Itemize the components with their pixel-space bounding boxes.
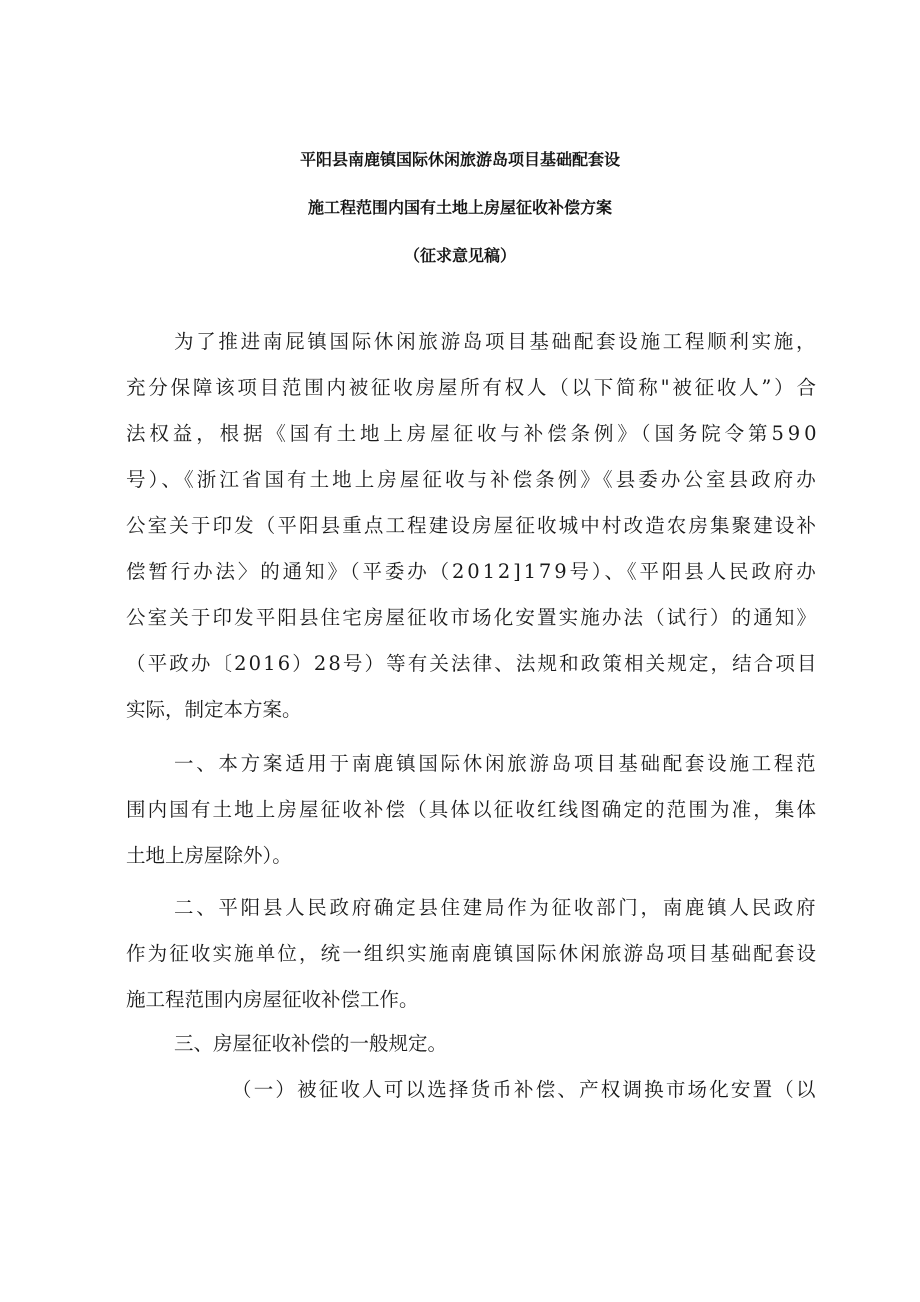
preamble-line: 法权益，根据《国有土地上房屋征收与补偿条例》（国务院令第590 xyxy=(126,422,821,445)
section-2-line: 施工程范围内房屋征收补偿工作。 xyxy=(126,988,419,1011)
document-title-line-2: 施工程范围内国有土地上房屋征收补偿方案 xyxy=(307,198,612,217)
preamble-line: 为了推进南屁镇国际休闲旅游岛项目基础配套设施工程顺利实施， xyxy=(174,330,819,353)
preamble-line: 充分保障该项目范围内被征收房屋所有权人（以下简称"被征收人”）合 xyxy=(126,376,819,399)
section-2-line: 二、平阳县人民政府确定县住建局作为征收部门，南鹿镇人民政府 xyxy=(174,896,819,919)
preamble-line: 偿暂行办法〉的通知》（平委办（2012]179号）、《平阳县人民政府办 xyxy=(126,560,819,583)
section-1-line: 一、本方案适用于南鹿镇国际休闲旅游岛项目基础配套设施工程范 xyxy=(174,752,819,775)
preamble-line: 公室关于印发（平阳县重点工程建设房屋征收城中村改造农房集聚建设补 xyxy=(126,514,819,537)
section-2-line: 作为征收实施单位，统一组织实施南鹿镇国际休闲旅游岛项目基础配套设 xyxy=(126,942,819,965)
section-1-line: 土地上房屋除外）。 xyxy=(126,844,292,867)
preamble-line: （平政办〔2016）28号）等有关法律、法规和政策相关规定，结合项目 xyxy=(126,652,819,675)
section-3-item-1-line: （一）被征收人可以选择货币补偿、产权调换市场化安置（以 xyxy=(232,1078,818,1101)
preamble-line: 号）、《浙江省国有土地上房屋征收与补偿条例》《县委办公室县政府办 xyxy=(126,468,819,491)
section-3-heading: 三、房屋征收补偿的一般规定。 xyxy=(174,1032,448,1055)
preamble-line: 实际，制定本方案。 xyxy=(126,698,302,721)
document-title-line-1: 平阳县南鹿镇国际休闲旅游岛项目基础配套设 xyxy=(299,150,620,169)
document-title-line-3: （征求意见稿） xyxy=(403,246,516,265)
section-1-line: 围内国有土地上房屋征收补偿（具体以征收红线图确定的范围为准，集体 xyxy=(126,798,819,821)
preamble-line: 公室关于印发平阳县住宅房屋征收市场化安置实施办法（试行）的通知》 xyxy=(126,606,819,629)
